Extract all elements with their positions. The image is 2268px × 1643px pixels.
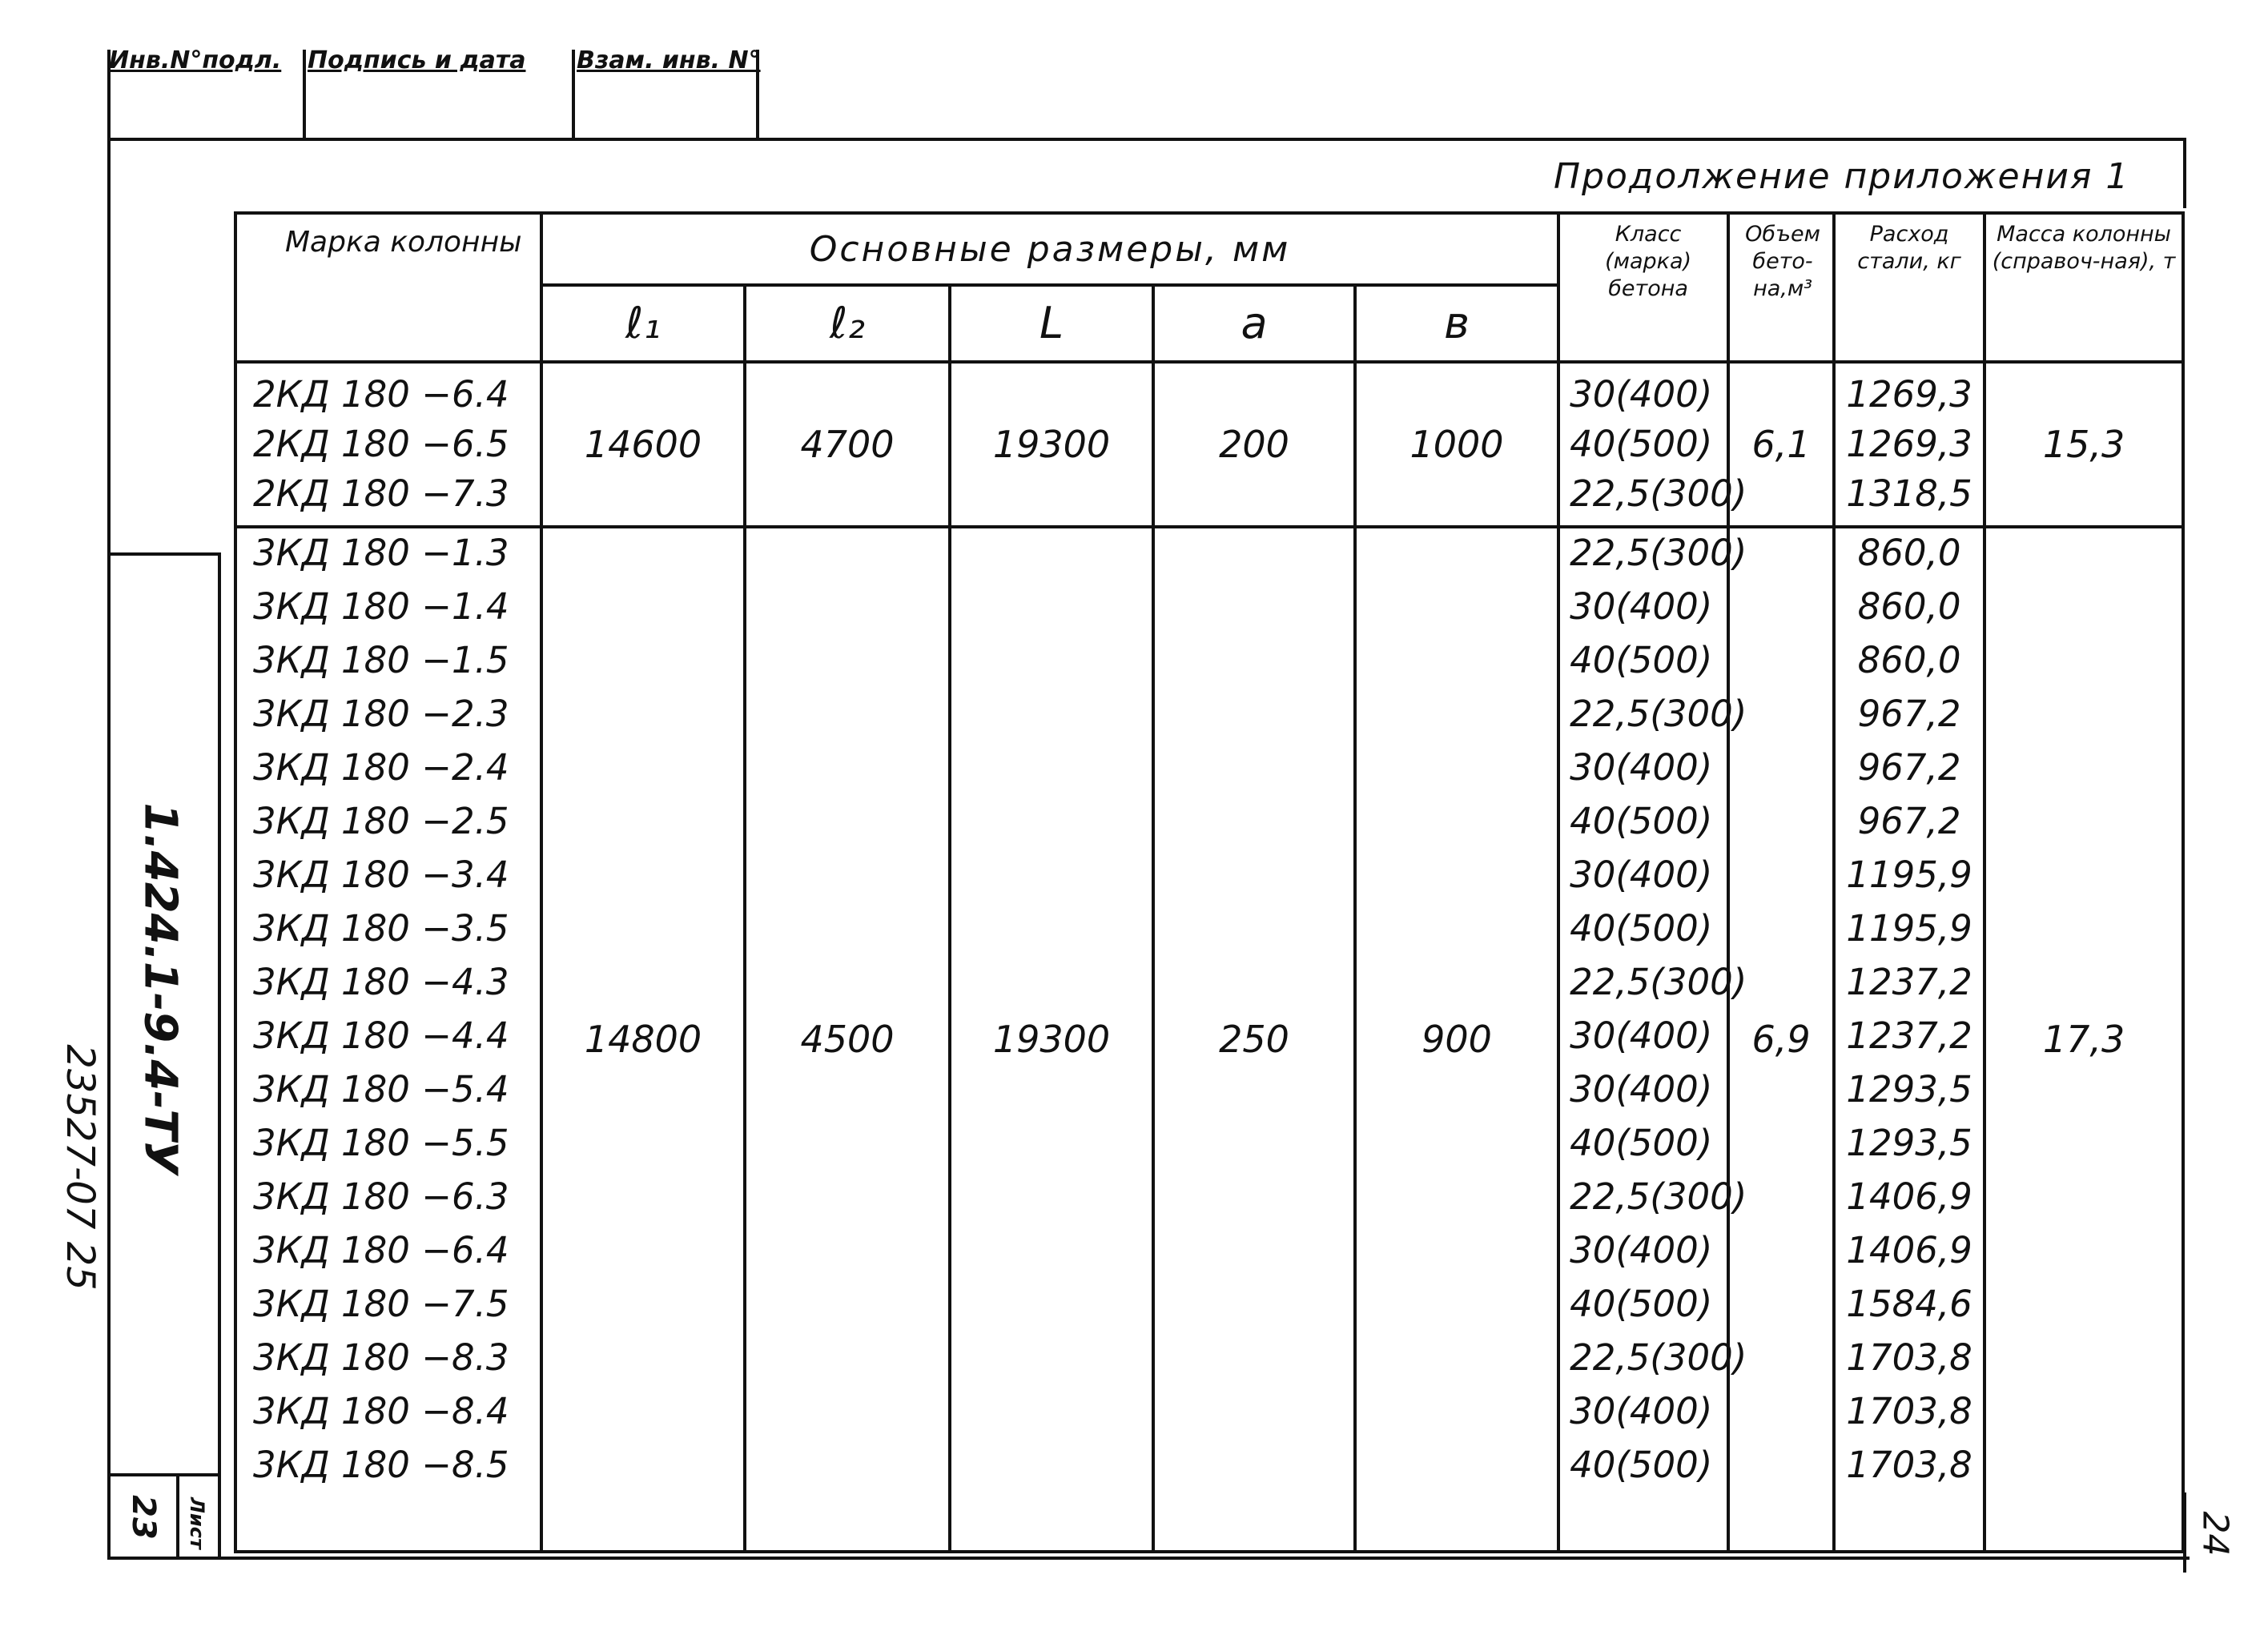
concrete-class-list xyxy=(1560,370,1747,519)
continuation-title: Продолжение приложения 1 xyxy=(1554,156,2130,197)
sheet-label: Лист xyxy=(186,1497,208,1549)
concrete-class-item: 22,5(300) xyxy=(1570,472,1747,515)
steel-item: 1703,8 xyxy=(1846,1390,1972,1432)
steel-list xyxy=(1836,528,1983,1494)
L-value: 19300 xyxy=(950,527,1153,1552)
sign-label: Подпись и дата xyxy=(308,46,526,74)
sheet-number-left: 23 xyxy=(125,1495,162,1540)
stamp-divider xyxy=(107,50,111,138)
table-row-group-1 xyxy=(235,362,2183,527)
a-value: 200 xyxy=(1153,362,1355,527)
a-value: 250 xyxy=(1153,527,1355,1552)
concrete-class-item: 22,5(300) xyxy=(1570,961,1747,1003)
marks-cell xyxy=(235,362,541,527)
mark-item: 3КД 180 −8.4 xyxy=(253,1390,509,1432)
mark-item: 3КД 180 −1.4 xyxy=(253,585,509,628)
mark-item: 3КД 180 −8.5 xyxy=(253,1444,509,1486)
sheet-box-divider xyxy=(176,1473,179,1560)
stamp-divider xyxy=(303,50,306,138)
concrete-class-item: 30(400) xyxy=(1570,854,1713,896)
sheet-box-line xyxy=(107,1473,218,1476)
b-value: 900 xyxy=(1355,527,1558,1552)
l2-value: 4500 xyxy=(745,527,950,1552)
header-l1: ℓ₁ xyxy=(541,285,745,362)
marks-cell xyxy=(235,527,541,1552)
mark-item: 2КД 180 −7.3 xyxy=(253,472,509,515)
concrete-class-item: 30(400) xyxy=(1570,373,1713,416)
concrete-class-item: 40(500) xyxy=(1570,1444,1713,1486)
steel-item: 1703,8 xyxy=(1846,1444,1972,1486)
stamp-divider xyxy=(756,50,759,138)
steel-item: 967,2 xyxy=(1857,693,1961,735)
steel-item: 1269,3 xyxy=(1846,423,1972,465)
mark-item: 3КД 180 −3.5 xyxy=(253,907,509,950)
inv-label: Инв.N°подл. xyxy=(109,46,282,74)
L-value: 19300 xyxy=(950,362,1153,527)
mark-item: 2КД 180 −6.4 xyxy=(253,373,509,416)
doc-code: 1.424.1-9.4-ТУ xyxy=(134,802,187,1175)
concrete-class-item: 40(500) xyxy=(1570,907,1713,950)
header-mark: Марка колонны xyxy=(235,213,541,362)
concrete-class-item: 40(500) xyxy=(1570,423,1713,465)
volume-value: 6,9 xyxy=(1728,527,1834,1552)
mark-item: 3КД 180 −2.4 xyxy=(253,746,509,789)
concrete-class-item: 22,5(300) xyxy=(1570,1336,1747,1379)
marks-list xyxy=(237,370,540,519)
concrete-class-cell xyxy=(1558,527,1747,1552)
concrete-class-list xyxy=(1560,528,1747,1494)
mark-item: 2КД 180 −6.5 xyxy=(253,423,509,465)
steel-item: 1195,9 xyxy=(1846,854,1972,896)
steel-item: 1703,8 xyxy=(1846,1336,1972,1379)
steel-item: 1195,9 xyxy=(1846,907,1972,950)
frame-left-line xyxy=(107,138,111,1560)
frame-bottom-line xyxy=(107,1557,2190,1560)
steel-item: 860,0 xyxy=(1857,585,1961,628)
header-L: L xyxy=(950,285,1153,362)
steel-item: 1269,3 xyxy=(1846,373,1972,416)
mark-item: 3КД 180 −5.4 xyxy=(253,1068,509,1111)
mark-item: 3КД 180 −1.3 xyxy=(253,532,509,574)
mark-item: 3КД 180 −7.5 xyxy=(253,1283,509,1325)
mark-item: 3КД 180 −3.4 xyxy=(253,854,509,896)
mark-item: 3КД 180 −5.5 xyxy=(253,1122,509,1164)
l2-value: 4700 xyxy=(745,362,950,527)
concrete-class-item: 30(400) xyxy=(1570,585,1713,628)
mark-item: 3КД 180 −2.3 xyxy=(253,693,509,735)
header-main-sizes: Основные размеры, мм xyxy=(541,213,1558,285)
concrete-class-item: 40(500) xyxy=(1570,800,1713,842)
mass-value: 15,3 xyxy=(1984,362,2183,527)
concrete-class-item: 40(500) xyxy=(1570,1122,1713,1164)
concrete-class-item: 22,5(300) xyxy=(1570,532,1747,574)
mark-item: 3КД 180 −8.3 xyxy=(253,1336,509,1379)
steel-item: 1237,2 xyxy=(1846,961,1972,1003)
l1-value: 14600 xyxy=(541,362,745,527)
steel-item: 860,0 xyxy=(1857,532,1961,574)
concrete-class-item: 30(400) xyxy=(1570,746,1713,789)
concrete-class-item: 30(400) xyxy=(1570,1068,1713,1111)
steel-item: 967,2 xyxy=(1857,746,1961,789)
mark-item: 3КД 180 −1.5 xyxy=(253,639,509,681)
header-concrete-volume: Объем бето-на,м³ xyxy=(1728,213,1834,362)
page-number: 24 xyxy=(2194,1511,2236,1557)
header-b: в xyxy=(1355,285,1558,362)
concrete-class-item: 22,5(300) xyxy=(1570,693,1747,735)
concrete-class-cell xyxy=(1558,362,1747,527)
steel-cell xyxy=(1834,527,1984,1552)
concrete-class-item: 30(400) xyxy=(1570,1390,1713,1432)
header-steel: Расход стали, кг xyxy=(1834,213,1984,362)
steel-item: 1293,5 xyxy=(1846,1122,1972,1164)
header-row xyxy=(235,213,2183,285)
steel-item: 860,0 xyxy=(1857,639,1961,681)
margin-top-line xyxy=(107,552,218,556)
replace-label: Взам. инв. N° xyxy=(577,46,761,74)
steel-item: 1584,6 xyxy=(1846,1283,1972,1325)
volume-value: 6,1 xyxy=(1728,362,1834,527)
steel-item: 967,2 xyxy=(1857,800,1961,842)
steel-item: 1293,5 xyxy=(1846,1068,1972,1111)
steel-item: 1237,2 xyxy=(1846,1014,1972,1057)
steel-list xyxy=(1836,370,1983,519)
margin-inner-line xyxy=(218,552,221,1560)
steel-item: 1406,9 xyxy=(1846,1229,1972,1271)
header-a: a xyxy=(1153,285,1355,362)
mark-item: 3КД 180 −6.4 xyxy=(253,1229,509,1271)
mark-item: 3КД 180 −6.3 xyxy=(253,1175,509,1218)
stamp-divider xyxy=(572,50,575,138)
specification-table xyxy=(234,211,2185,1553)
archive-number: 23527-07 25 xyxy=(58,1044,103,1291)
frame-top-line xyxy=(107,138,2186,141)
concrete-class-item: 30(400) xyxy=(1570,1229,1713,1271)
concrete-class-item: 30(400) xyxy=(1570,1014,1713,1057)
header-mass: Масса колонны (справоч-ная), т xyxy=(1984,213,2183,362)
concrete-class-item: 22,5(300) xyxy=(1570,1175,1747,1218)
steel-cell xyxy=(1834,362,1984,527)
concrete-class-item: 40(500) xyxy=(1570,1283,1713,1325)
header-l2: ℓ₂ xyxy=(745,285,950,362)
mass-value: 17,3 xyxy=(1984,527,2183,1552)
header-concrete-class: Класс (марка) бетона xyxy=(1558,213,1728,362)
concrete-class-item: 40(500) xyxy=(1570,639,1713,681)
steel-item: 1406,9 xyxy=(1846,1175,1972,1218)
l1-value: 14800 xyxy=(541,527,745,1552)
b-value: 1000 xyxy=(1355,362,1558,527)
table-row-group-2 xyxy=(235,527,2183,1552)
mark-item: 3КД 180 −2.5 xyxy=(253,800,509,842)
steel-item: 1318,5 xyxy=(1846,472,1972,515)
frame-right-line xyxy=(2183,138,2186,208)
mark-item: 3КД 180 −4.3 xyxy=(253,961,509,1003)
marks-list xyxy=(237,528,540,1494)
mark-item: 3КД 180 −4.4 xyxy=(253,1014,509,1057)
